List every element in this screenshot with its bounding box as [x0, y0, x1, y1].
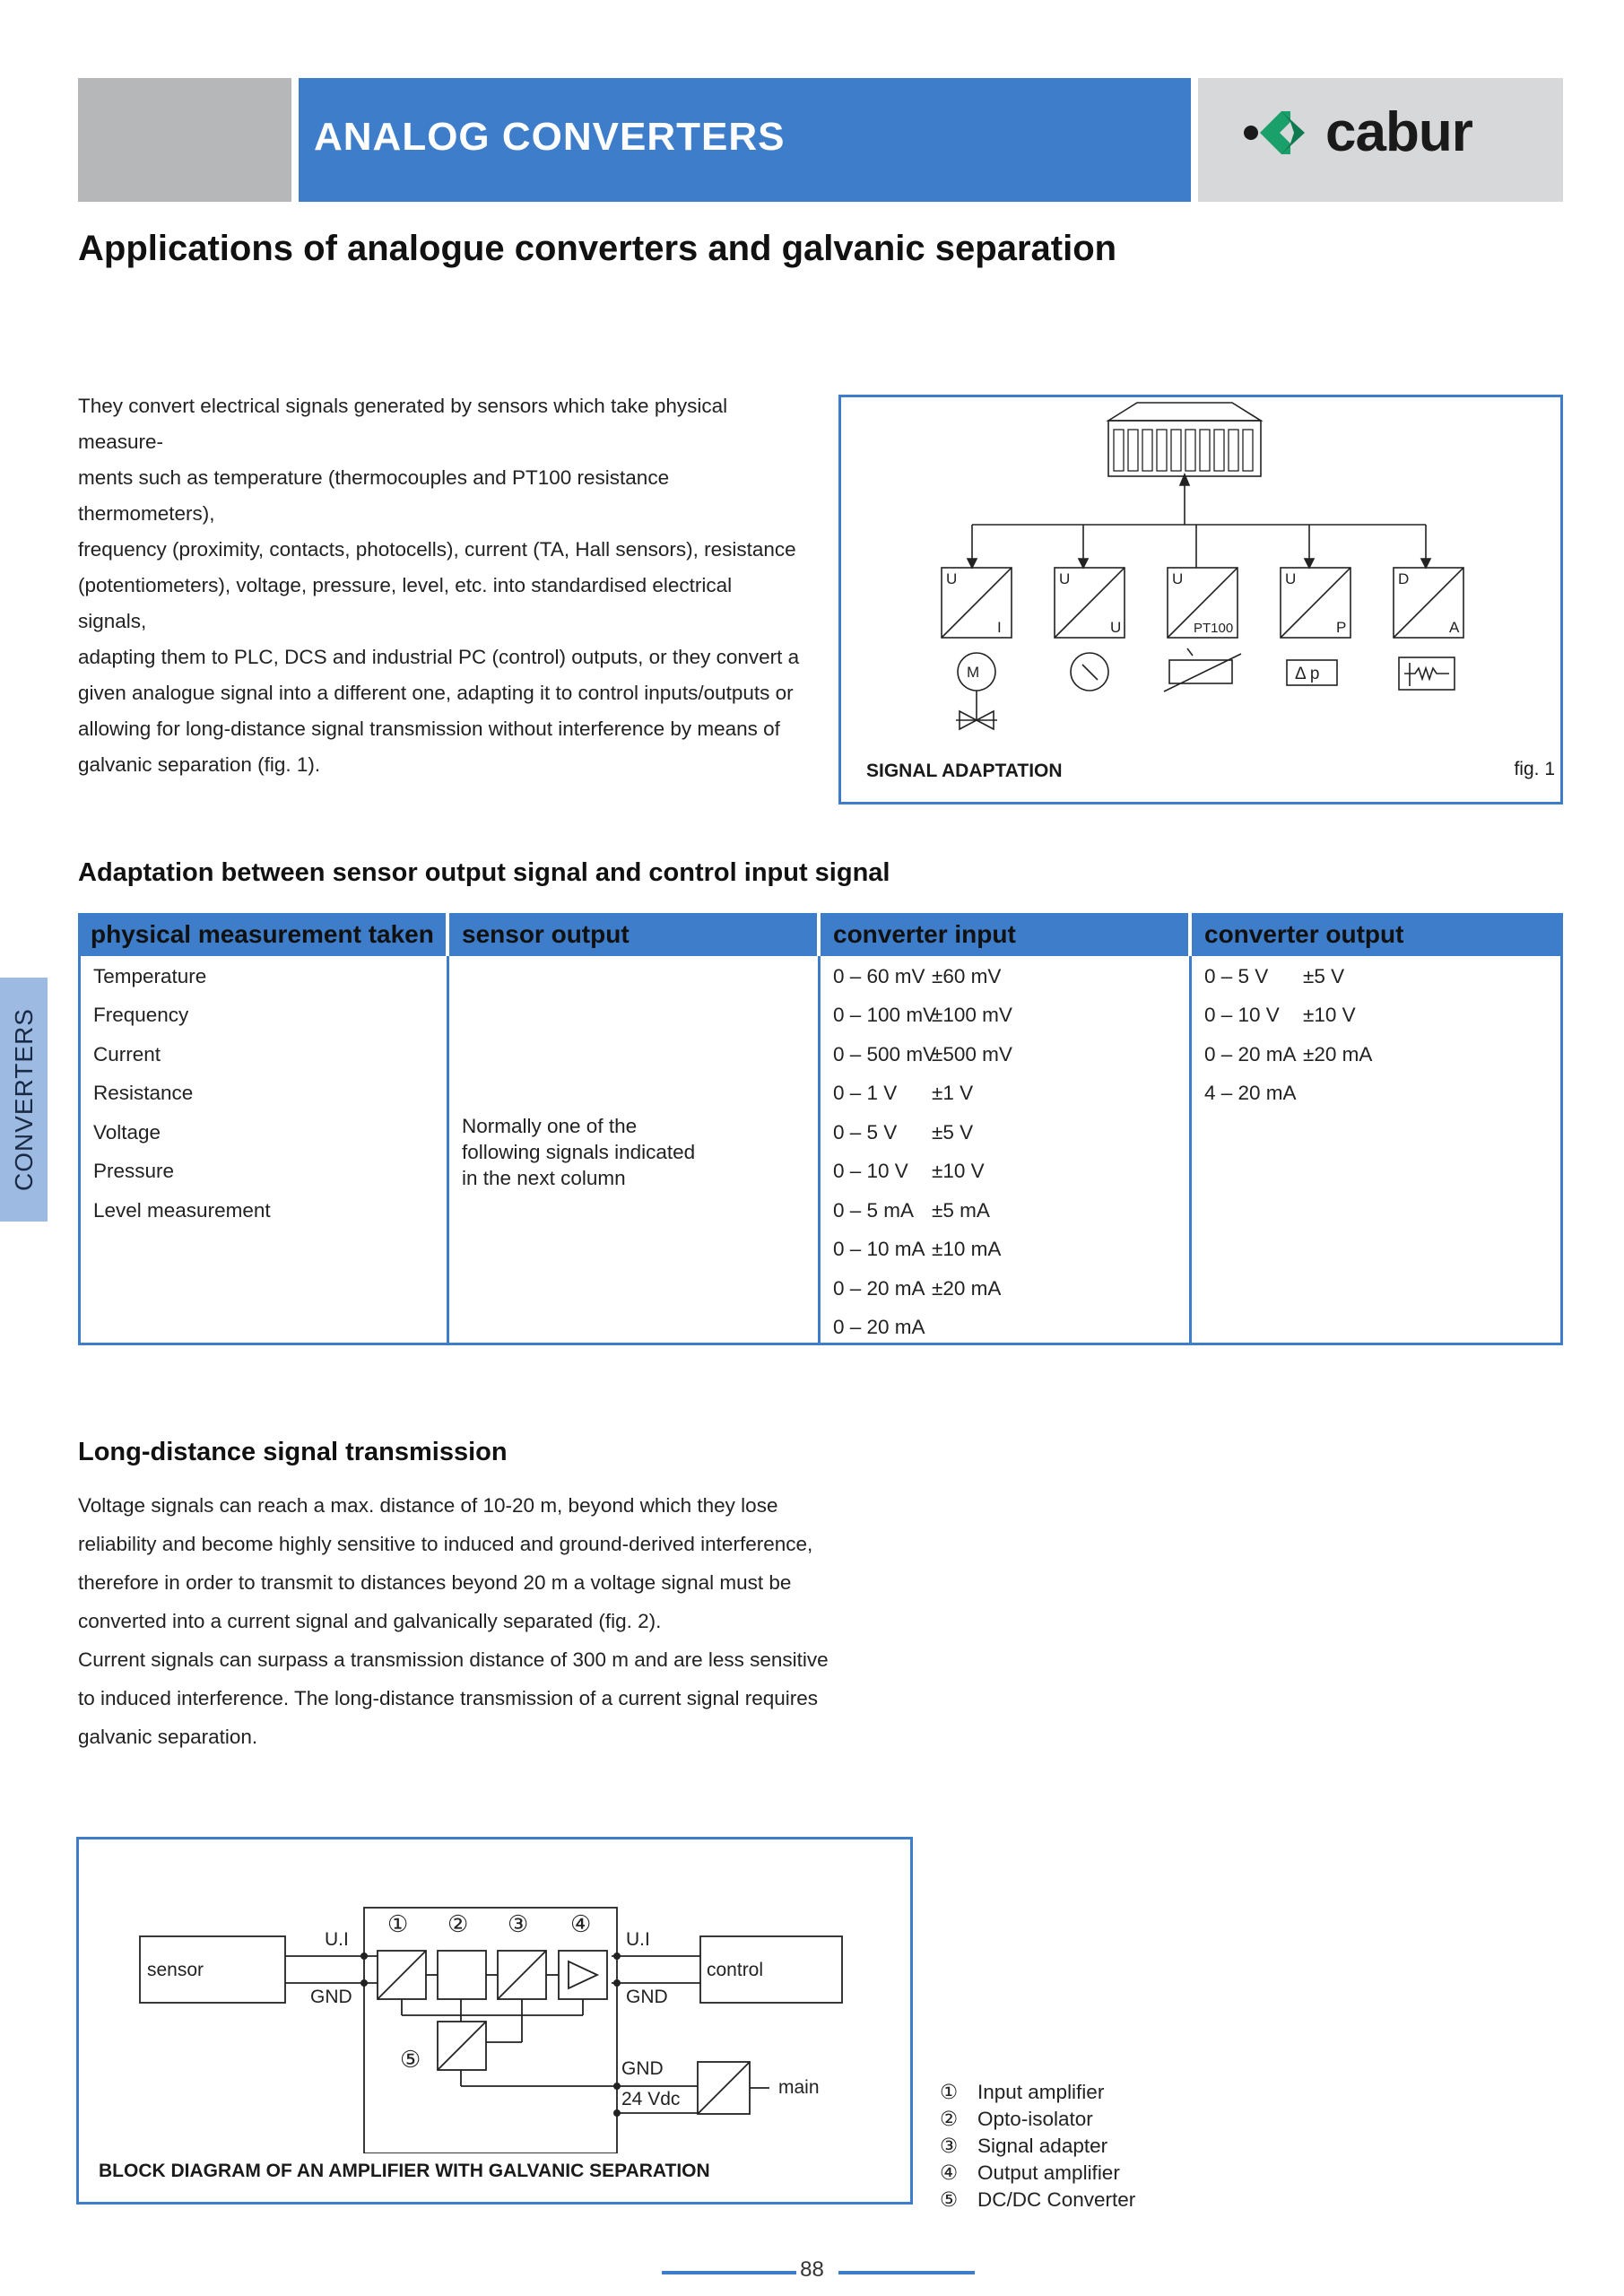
input-signal-label: U.I: [325, 1929, 349, 1950]
paragraph-line: converted into a current signal and galvanically separated (fig. 2).: [78, 1610, 662, 1632]
range-value: ±500 mV: [932, 1043, 1012, 1065]
legend-number: ④: [940, 2161, 959, 2184]
table-cell: [833, 1316, 925, 1339]
range-value: 0 – 5 V: [1204, 965, 1269, 987]
block-number: ⑤: [400, 2046, 421, 2073]
long-distance-heading: Long-distance signal transmission: [78, 1438, 508, 1466]
converter-top-label: U: [946, 570, 958, 587]
block-number: ④: [570, 1910, 592, 1937]
paragraph-line: reliability and become highly sensitive to induced and ground-derived interference,: [78, 1533, 813, 1555]
table-cell: [833, 1277, 1002, 1300]
page-number: 88: [800, 2257, 824, 2282]
figure-caption: BLOCK DIAGRAM OF AN AMPLIFIER WITH GALVANIC SEPARATION: [99, 2161, 710, 2181]
range-value: ±20 mA: [1303, 1043, 1373, 1065]
range-value: 0 – 10 V: [1204, 1004, 1280, 1026]
converter-bottom-label: PT100: [1194, 621, 1234, 636]
block-legend: [940, 2079, 1135, 2213]
range-value: ±5 V: [932, 1121, 974, 1144]
legend-number: ③: [940, 2135, 959, 2157]
intro-line: They convert electrical signals generated by sensors which take physical measure-: [78, 395, 728, 453]
legend-label: Input amplifier: [977, 2081, 1105, 2103]
sensor-label: sensor: [147, 1960, 204, 1980]
range-value: 0 – 20 mA: [833, 1316, 925, 1338]
table-cell: Level measurement: [93, 1199, 271, 1222]
figure-reference: fig. 1: [1514, 759, 1555, 779]
legend-item: [940, 2187, 1135, 2213]
sensor-output-line: in the next column: [462, 1167, 626, 1189]
range-value: 0 – 5 mA: [833, 1199, 915, 1222]
table-header-cell: [449, 913, 817, 956]
table-cell: [462, 1113, 695, 1191]
range-value: 4 – 20 mA: [1204, 1082, 1297, 1104]
intro-line: allowing for long-distance signal transmission without interference by means of: [78, 718, 780, 740]
block-number: ③: [508, 1910, 529, 1937]
paragraph-line: galvanic separation.: [78, 1726, 258, 1748]
side-tab-label: CONVERTERS: [9, 1008, 38, 1191]
intro-line: galvanic separation (fig. 1).: [78, 753, 321, 776]
intro-paragraph: [78, 388, 804, 783]
table-heading: Adaptation between sensor output signal and control input signal: [78, 858, 890, 887]
input-gnd-label: GND: [310, 1987, 352, 2007]
table-cell: Frequency: [93, 1004, 189, 1026]
legend-item: [940, 2079, 1135, 2106]
range-value: 0 – 10 V: [833, 1160, 908, 1182]
table-cell: [833, 1121, 974, 1144]
section-title: ANALOG CONVERTERS: [314, 115, 786, 159]
table-column-converter-input: [818, 956, 1192, 1345]
converter-top-label: U: [1059, 570, 1071, 587]
table-cell: [1204, 1004, 1356, 1027]
table-header-cell: [1192, 913, 1563, 956]
control-label: control: [707, 1960, 764, 1980]
paragraph-line: to induced interference. The long-distance transmission of a current signal requires: [78, 1687, 819, 1709]
output-signal-label: U.I: [626, 1929, 650, 1950]
converter-bottom-label: U: [1110, 619, 1122, 636]
range-value: ±60 mV: [932, 965, 1002, 987]
legend-item: [940, 2160, 1135, 2187]
intro-line: given analogue signal into a different one, adapting it to control inputs/outputs or: [78, 682, 794, 704]
table-cell: [833, 1004, 1012, 1027]
paragraph-line: Voltage signals can reach a max. distance of 10-20 m, beyond which they lose: [78, 1494, 778, 1517]
range-value: ±10 V: [932, 1160, 985, 1182]
converter-top-label: U: [1172, 570, 1184, 587]
table-header-cell: [821, 913, 1188, 956]
intro-line: frequency (proximity, contacts, photocells), current (TA, Hall sensors), resistance: [78, 538, 796, 561]
paragraph-line: therefore in order to transmit to distances beyond 20 m a voltage signal must be: [78, 1571, 792, 1594]
legend-number: ②: [940, 2108, 959, 2130]
signal-adaptation-diagram: [841, 397, 1560, 756]
table-cell: [1204, 1082, 1297, 1105]
converter-bottom-label: A: [1449, 619, 1460, 636]
table-column-converter-output: [1189, 956, 1563, 1345]
range-value: 0 – 100 mV: [833, 1004, 937, 1026]
legend-label: Signal adapter: [977, 2135, 1108, 2157]
range-value: 0 – 20 mA: [833, 1277, 925, 1300]
header-grey-block: [78, 78, 291, 202]
paragraph-line: Current signals can surpass a transmission distance of 300 m and are less sensitive: [78, 1648, 829, 1671]
range-value: 0 – 10 mA: [833, 1238, 925, 1260]
range-value: 0 – 20 mA: [1204, 1043, 1297, 1065]
range-value: ±10 mA: [932, 1238, 1002, 1260]
block-diagram-figure: [76, 1837, 913, 2205]
block-number: ①: [387, 1910, 409, 1937]
amplifier-block-diagram: [79, 1839, 910, 2153]
converter-bottom-label: P: [1336, 619, 1347, 636]
table-cell: [833, 965, 1002, 988]
table-cell: Resistance: [93, 1082, 194, 1104]
table-header-label: sensor output: [462, 920, 630, 948]
pressure-label: Δ p: [1295, 665, 1320, 683]
legend-label: Output amplifier: [977, 2161, 1120, 2184]
range-value: 0 – 1 V: [833, 1082, 898, 1104]
long-distance-paragraph: [78, 1486, 840, 1756]
output-gnd-label: GND: [626, 1987, 668, 2007]
figure-caption: SIGNAL ADAPTATION: [866, 761, 1063, 781]
intro-line: adapting them to PLC, DCS and industrial PC (control) outputs, or they convert a: [78, 646, 800, 668]
range-value: 0 – 60 mV: [833, 965, 925, 987]
table-cell: [833, 1238, 1002, 1261]
table-cell: Current: [93, 1043, 161, 1065]
intro-line: ments such as temperature (thermocouples and PT100 resistance thermometers),: [78, 466, 670, 525]
range-value: ±100 mV: [932, 1004, 1012, 1026]
legend-number: ①: [940, 2081, 959, 2103]
sensor-output-line: Normally one of the: [462, 1115, 638, 1137]
table-cell: [833, 1082, 974, 1105]
motor-label: M: [967, 664, 980, 681]
legend-item: [940, 2106, 1135, 2133]
table-cell: [833, 1160, 985, 1183]
legend-item: [940, 2133, 1135, 2160]
block-number: ②: [447, 1910, 469, 1937]
legend-number: ⑤: [940, 2188, 959, 2211]
table-cell: [833, 1043, 1012, 1066]
brand-name: cabur: [1325, 101, 1472, 163]
table-column-measurement: [78, 956, 449, 1345]
signal-table: [78, 913, 1563, 1345]
range-value: ±20 mA: [932, 1277, 1002, 1300]
table-cell: Temperature: [93, 965, 207, 987]
legend-label: DC/DC Converter: [977, 2188, 1136, 2211]
legend-label: Opto-isolator: [977, 2108, 1093, 2130]
table-cell: [1204, 1043, 1373, 1066]
signal-adaptation-figure: [838, 395, 1563, 804]
table-cell: Pressure: [93, 1160, 175, 1182]
table-cell: [1204, 965, 1345, 988]
table-header-label: converter output: [1204, 920, 1404, 948]
range-value: 0 – 500 mV: [833, 1043, 937, 1065]
power-supply-label: 24 Vdc: [621, 2089, 681, 2109]
table-column-sensor-output: [447, 956, 821, 1345]
power-gnd-label: GND: [621, 2058, 664, 2079]
converter-top-label: D: [1398, 570, 1410, 587]
range-value: 0 – 5 V: [833, 1121, 898, 1144]
range-value: ±5 V: [1303, 965, 1345, 987]
table-header-label: converter input: [833, 920, 1016, 948]
converter-bottom-label: I: [997, 619, 1002, 636]
converter-top-label: U: [1285, 570, 1297, 587]
intro-line: (potentiometers), voltage, pressure, level, etc. into standardised electrical signals,: [78, 574, 733, 632]
table-cell: [833, 1199, 990, 1222]
table-header-label: physical measurement taken: [91, 920, 434, 948]
range-value: ±1 V: [932, 1082, 974, 1104]
table-cell: Voltage: [93, 1121, 161, 1144]
page-title: Applications of analogue converters and galvanic separation: [78, 229, 1117, 268]
cabur-logo-icon: [1242, 106, 1318, 160]
range-value: ±10 V: [1303, 1004, 1356, 1026]
main-label: main: [778, 2077, 820, 2098]
table-header-cell: [78, 913, 446, 956]
section-side-tab: [0, 978, 48, 1222]
range-value: ±5 mA: [932, 1199, 990, 1222]
sensor-output-line: following signals indicated: [462, 1141, 696, 1163]
